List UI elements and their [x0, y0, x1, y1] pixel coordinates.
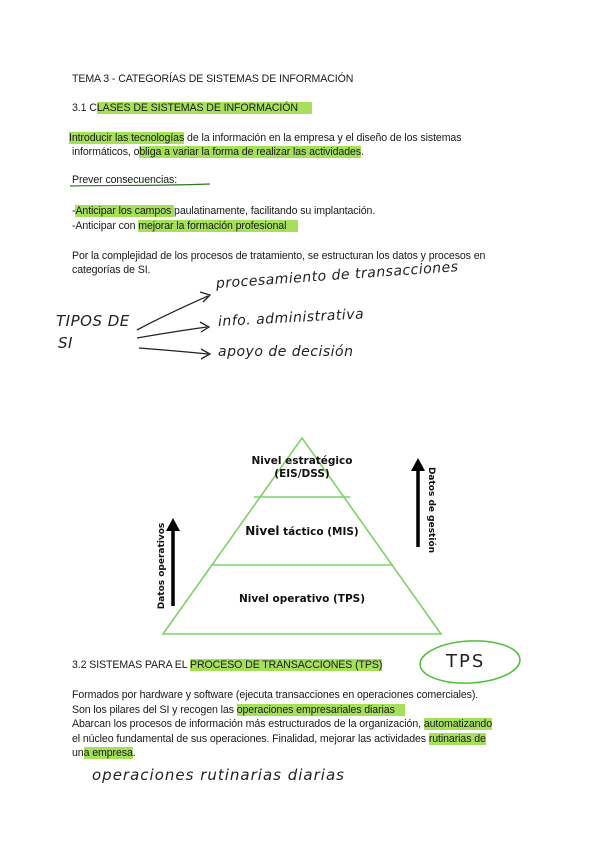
bullet-2-prefix: -Anticipar con	[72, 220, 139, 232]
p1-highlight-1: Introducir las tecnologías	[69, 132, 185, 144]
s2-line-3-plain: Abarcan los procesos de información más estructurados de la organización,	[72, 718, 424, 730]
hand-tipos-line-1: TIPOS DE	[56, 312, 130, 330]
p2-line-2: categorías de SI.	[72, 264, 151, 276]
page-heading: TEMA 3 - CATEGORÍAS DE SISTEMAS DE INFORMACIÓN	[72, 73, 354, 85]
s2-line-2-highlight: operaciones empresariales diarias	[237, 704, 405, 716]
s2-line-2	[72, 703, 405, 717]
hand-bottom-note: operaciones rutinarias diarias	[92, 766, 345, 784]
right-arrow-head	[411, 458, 425, 471]
hand-branch-3: apoyo de decisión	[218, 344, 354, 360]
hand-tipos-line-2: SI	[58, 334, 73, 352]
section-2-title	[72, 658, 382, 672]
prever-underline	[70, 184, 210, 186]
pyramid-mid-rest: táctico (MIS)	[279, 526, 359, 538]
hand-tps: TPS	[446, 651, 486, 672]
pyramid-mid-label	[222, 524, 382, 538]
bullet-2-highlight: mejorar la formación profesional	[138, 220, 298, 232]
arrow-branch-1	[137, 296, 208, 330]
hand-branch-1: procesamiento de transacciones	[215, 259, 460, 292]
s2-line-5-plain: un	[72, 747, 84, 759]
arrow-branch-2	[137, 327, 207, 338]
p2-line-1: Por la complejidad de los procesos de tratamiento, se estructuran los datos y procesos en	[72, 250, 486, 262]
p1-highlight-2: bliga a variar la forma de realizar las actividades	[139, 146, 361, 158]
hand-branch-2: info. administrativa	[217, 306, 365, 330]
s2-line-4-plain: el núcleo fundamental de sus operaciones. Finalidad, mejorar las actividades	[72, 733, 429, 745]
left-arrow-label: Datos operativos	[157, 522, 167, 610]
s2-line-4	[72, 732, 486, 746]
p1-line-2-end: .	[361, 146, 364, 158]
section-2-title-highlight: PROCESO DE TRANSACCIONES (TPS)	[190, 659, 383, 671]
pyramid-top-label	[242, 455, 362, 481]
left-arrow-head	[166, 518, 180, 531]
pyramid-top-line-1: Nivel estratégico	[251, 455, 353, 467]
p1-line-1-rest: de la información en la empresa y el diseño de los sistemas	[184, 132, 462, 144]
section-1-title-prefix: 3.1 C	[72, 102, 97, 114]
p1-line-2-plain: informáticos, o	[72, 146, 140, 158]
s2-line-1: Formados por hardware y software (ejecuta transacciones en operaciones comerciales).	[72, 689, 479, 701]
arrow-branch-3	[139, 348, 208, 354]
s2-line-4-highlight: rutinarias de	[428, 733, 486, 745]
section-2-title-prefix: 3.2 SISTEMAS PARA EL	[72, 659, 191, 671]
s2-line-3-highlight: automatizando	[423, 718, 493, 730]
bullet-1-highlight: Anticipar los campos	[75, 205, 175, 217]
pyramid-bottom-label: Nivel operativo (TPS)	[238, 593, 366, 605]
section-1-title-highlight: LASES DE SISTEMAS DE INFORMACIÓN	[97, 102, 312, 114]
s2-line-5	[72, 746, 136, 760]
bullet-1-prefix: -	[72, 205, 76, 217]
s2-line-5-highlight: a empresa	[83, 747, 133, 759]
right-arrow-label: Datos de gestión	[426, 466, 436, 554]
s2-line-3	[72, 717, 492, 731]
bullet-1-rest: paulatinamente, facilitando su implantación.	[174, 205, 376, 217]
pyramid-top-line-2: (EIS/DSS)	[274, 468, 330, 480]
pyramid-mid-bold: Nivel	[245, 524, 280, 538]
s2-line-5-end: .	[132, 747, 136, 759]
s2-line-2-plain: Son los pilares del SI y recogen las	[72, 704, 237, 716]
prever-label: Prever consecuencias:	[72, 174, 178, 186]
